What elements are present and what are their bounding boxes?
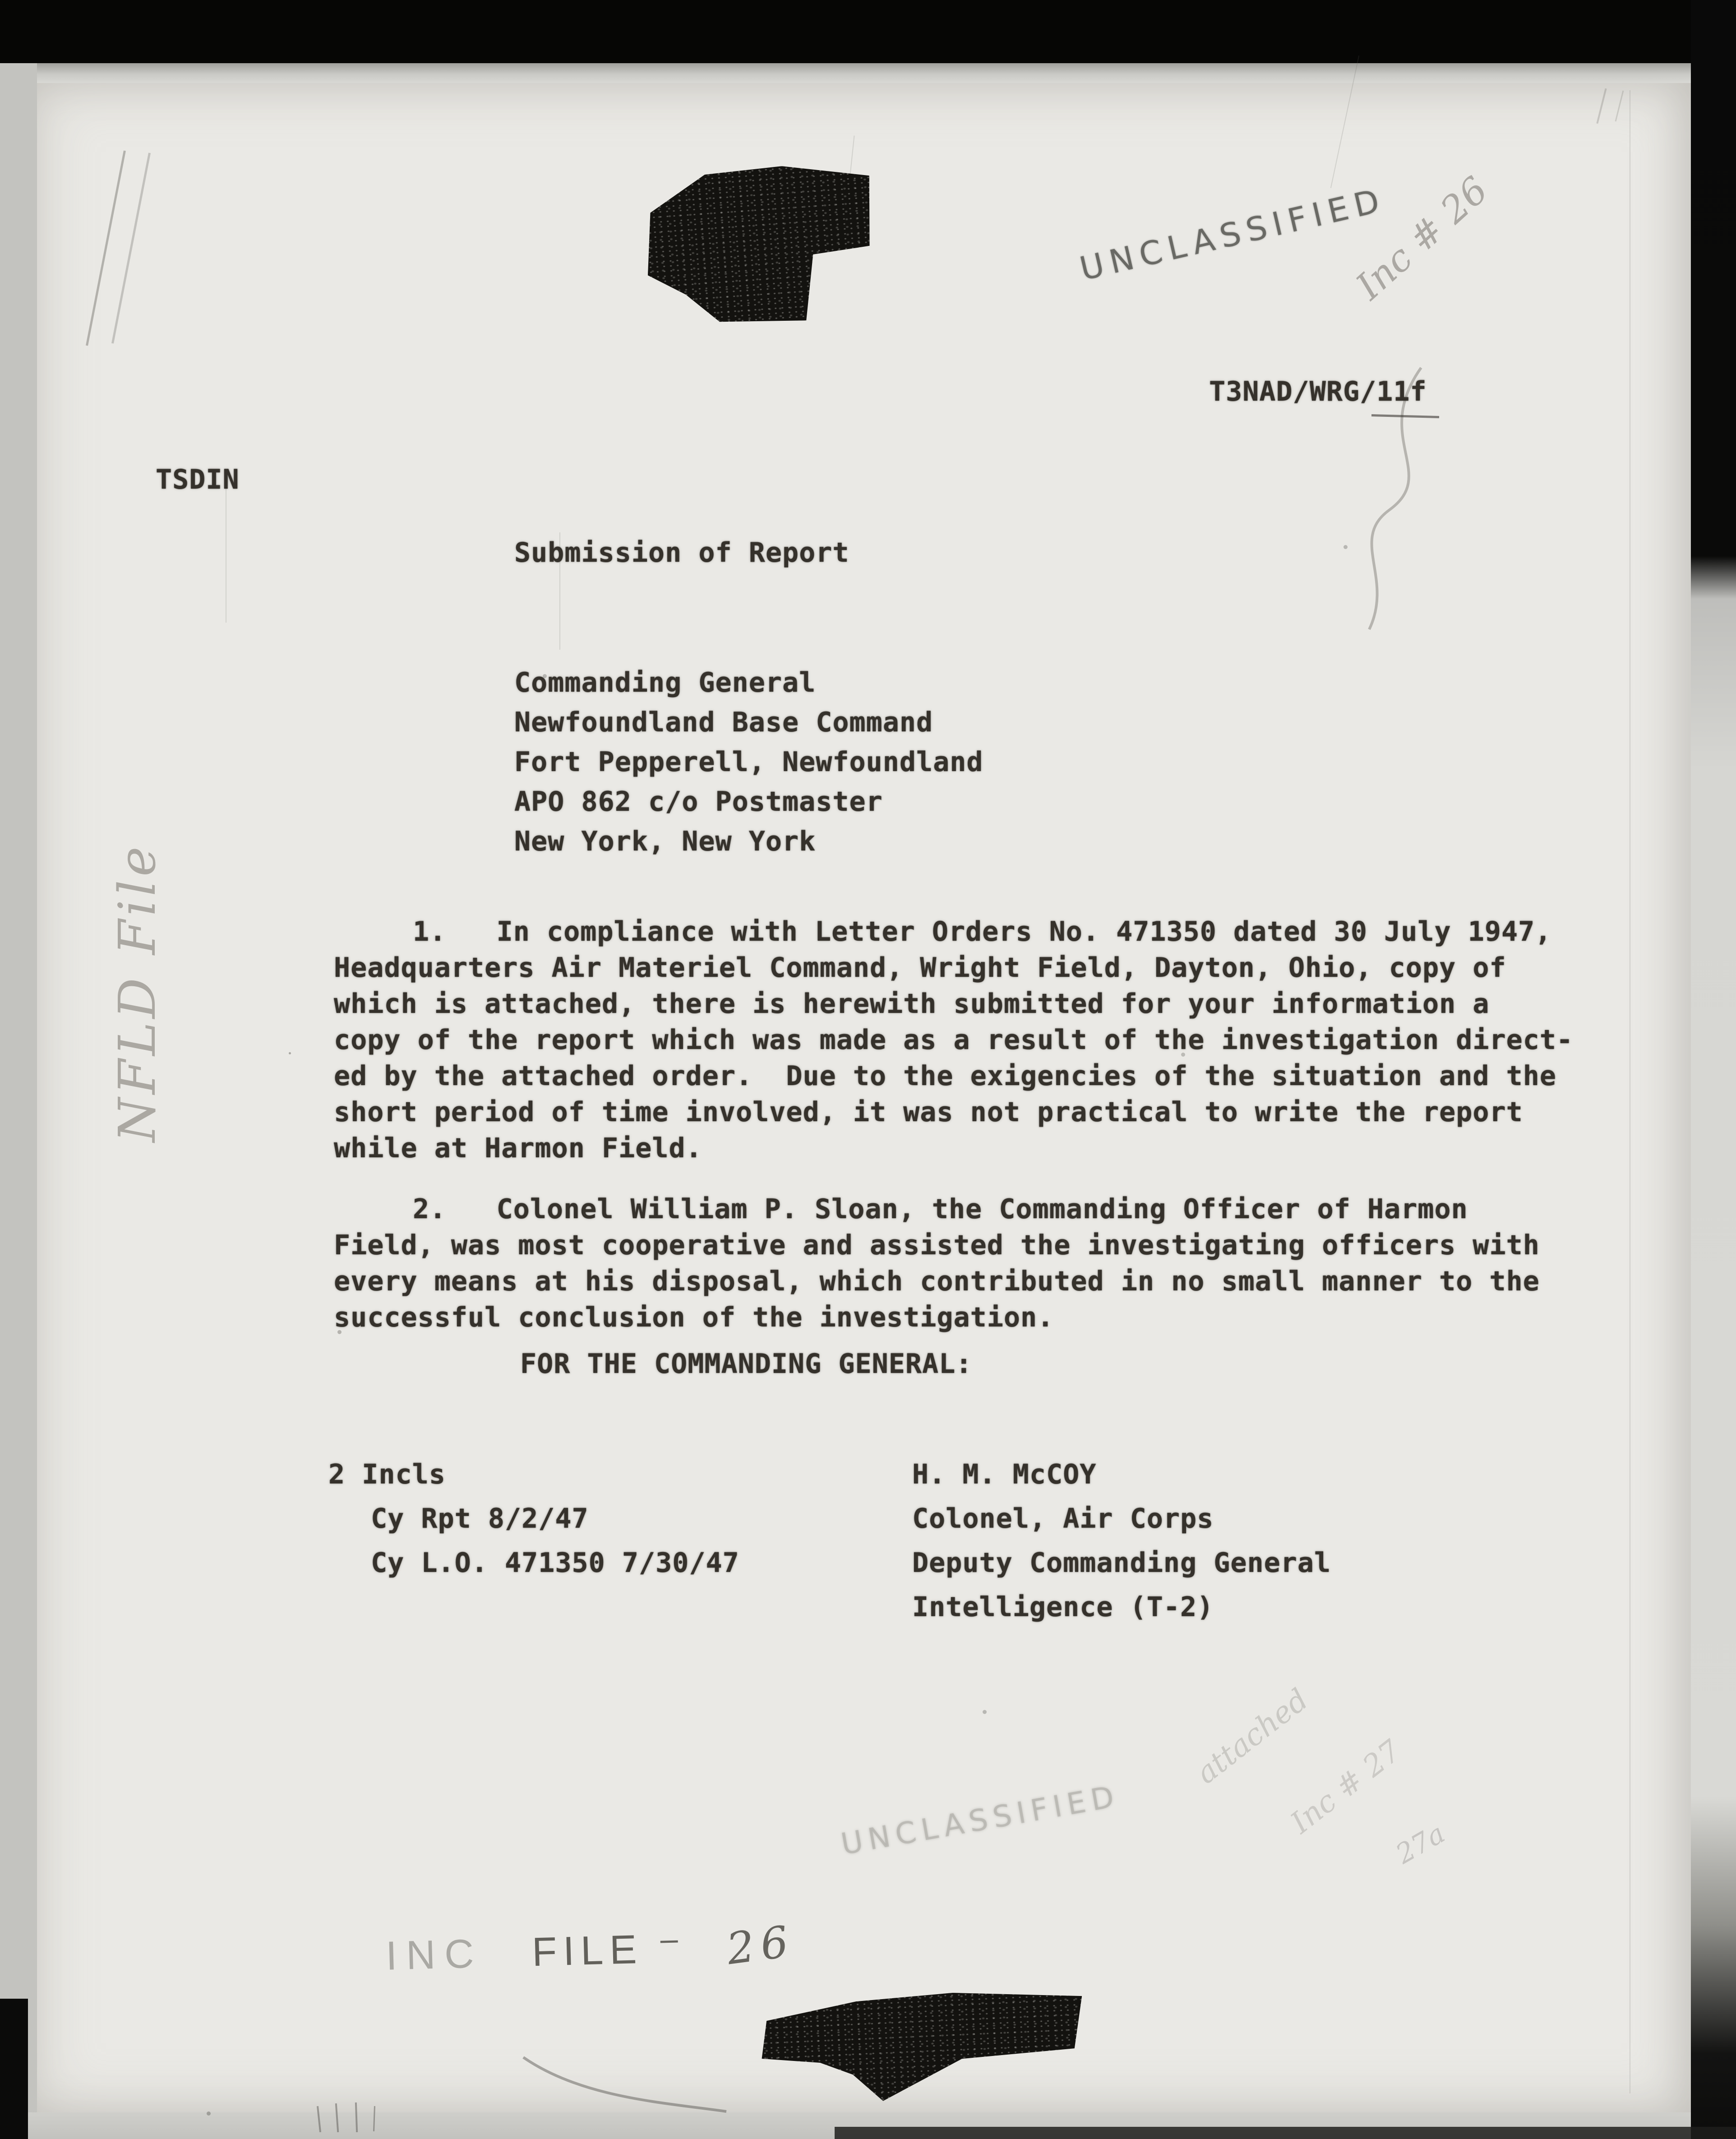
reference-symbol: T3NAD/WRG/11f — [1209, 376, 1427, 407]
signature-rank: Colonel, Air Corps — [912, 1503, 1214, 1534]
address-line: New York, New York — [514, 826, 816, 857]
handwritten-nfld-file-margin-note: NFLD File — [108, 843, 167, 1142]
para1-line: Headquarters Air Materiel Command, Wright Field, Dayton, Ohio, copy of — [334, 952, 1506, 984]
handwritten-file-label: FILE — [531, 1926, 644, 1975]
address-line: Newfoundland Base Command — [514, 707, 933, 738]
address-line: Commanding General — [514, 667, 816, 698]
handwritten-inc-label: INC — [385, 1931, 484, 1979]
pencil-note-27a: 27a — [1390, 1817, 1450, 1871]
para2-line: every means at his disposal, which contributed in no small manner to the — [334, 1266, 1540, 1297]
scan-border-top — [0, 0, 1736, 63]
para2-line: 2. Colonel William P. Sloan, the Commanding Officer of Harmon — [413, 1193, 1468, 1225]
enclosure-item: Cy Rpt 8/2/47 — [371, 1503, 589, 1534]
paper-specks — [289, 1052, 291, 1054]
address-line: APO 862 c/o Postmaster — [514, 786, 883, 818]
signature-title: Deputy Commanding General — [912, 1547, 1331, 1579]
para2-line: successful conclusion of the investigation. — [334, 1302, 1054, 1333]
scan-border-bottom — [835, 2127, 1736, 2139]
scan-border-bottom-left — [0, 1999, 28, 2139]
para1-line: short period of time involved, it was not practical to write the report — [334, 1096, 1523, 1128]
enclosure-count: 2 Incls — [328, 1459, 446, 1490]
unclassified-stamp-bottom: UNCLASSIFIED — [838, 1779, 1122, 1862]
pencil-note-attached: attached — [1189, 1682, 1315, 1791]
signature-office: Intelligence (T-2) — [912, 1591, 1214, 1623]
scan-edge-gray-left — [0, 63, 37, 2139]
subject-line: Submission of Report — [514, 537, 850, 568]
scan-border-right — [1691, 0, 1736, 2139]
handwritten-inc-file-26 — [385, 1915, 798, 1980]
para1-line: while at Harmon Field. — [334, 1132, 702, 1164]
address-line: Fort Pepperell, Newfoundland — [514, 746, 983, 778]
enclosure-item: Cy L.O. 471350 7/30/47 — [371, 1547, 739, 1579]
para1-line: 1. In compliance with Letter Orders No. 471350 dated 30 July 1947, — [413, 916, 1552, 947]
closing-line: FOR THE COMMANDING GENERAL: — [520, 1348, 973, 1380]
para2-line: Field, was most cooperative and assisted the investigating officers with — [334, 1229, 1540, 1261]
handwritten-inc-26-note: Inc # 26 — [1348, 168, 1496, 308]
scan-edge-gray-top — [0, 63, 1736, 83]
office-symbol: TSDIN — [156, 464, 240, 495]
pencil-note-inc-27: Inc # 27 — [1284, 1733, 1408, 1840]
para1-line: ed by the attached order. Due to the exigencies of the situation and the — [334, 1060, 1556, 1092]
handwritten-file-number: 26 — [724, 1915, 798, 1975]
signature-name: H. M. McCOY — [912, 1459, 1097, 1490]
handwritten-dash: – — [660, 1921, 685, 1957]
para1-line: which is attached, there is herewith submitted for your information a — [334, 988, 1490, 1020]
pencil-arc-stroke — [514, 2048, 731, 2116]
unclassified-stamp-top: UNCLASSIFIED — [1076, 180, 1389, 288]
para1-line: copy of the report which was made as a result of the investigation direct- — [334, 1024, 1574, 1056]
